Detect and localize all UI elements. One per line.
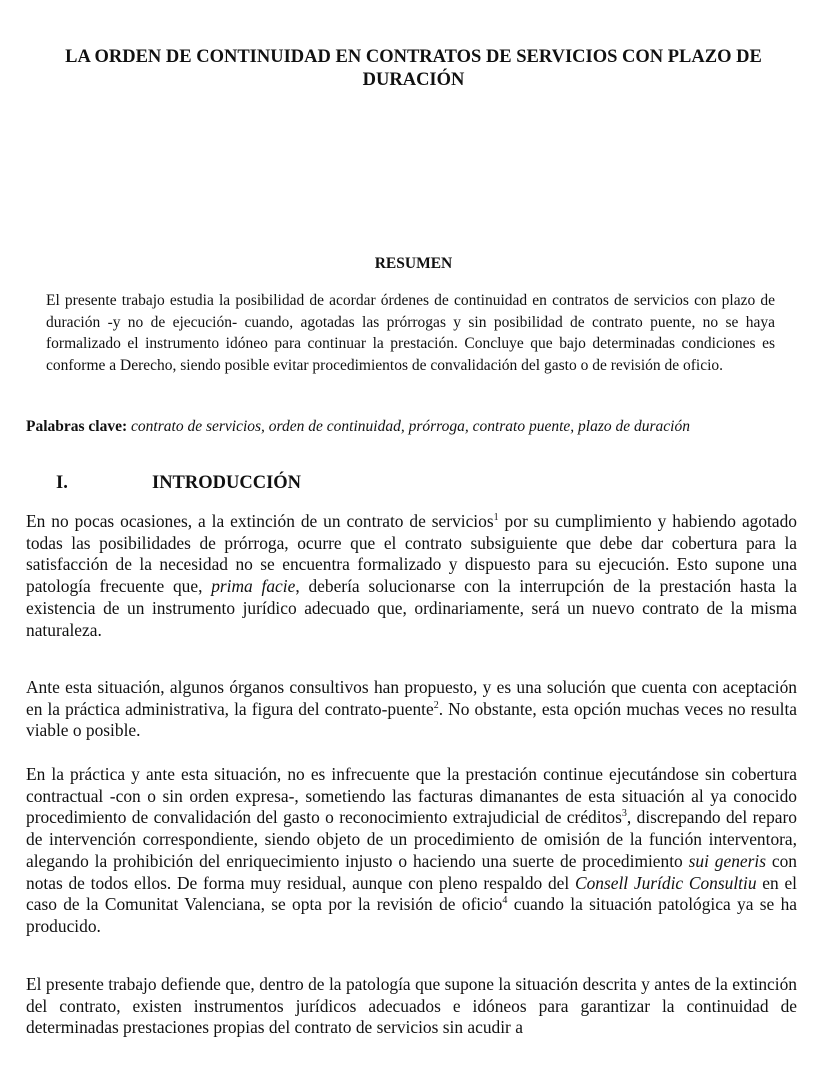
keywords-text: contrato de servicios, orden de continuidad, prórroga, contrato puente, plazo de duración [131, 418, 690, 435]
abstract-heading: RESUMEN [374, 255, 453, 272]
paragraph-text: Ante esta situación, algunos órganos consultivos han propuesto, y es una solución que cuenta con aceptación en la práctica administrativa, la figura del contrato-puente [26, 677, 797, 719]
italic-term: prima facie [211, 576, 296, 597]
paragraph-text: , debería solucionarse con la interrupción de la prestación hasta la existencia de un instrumento jurídico adecuado que, ordinariamente, será un nuevo contrato de la misma naturaleza. [26, 576, 797, 640]
paragraph-1 [26, 511, 797, 641]
keywords-line [26, 416, 801, 437]
italic-term: sui generis [688, 850, 766, 871]
paragraph-text: , discrepando del reparo de intervención correspondiente, siendo objeto de un procedimiento de omisión de la función interventora, alegando la prohibición del enriquecimiento injusto o haciendo una suerte de procedimiento [26, 807, 797, 871]
paragraph-text: con notas de todos ellos. De forma muy residual, aunque con pleno respaldo del [26, 850, 797, 893]
paragraph-text: cuando la situación patológica ya se ha producido. [26, 894, 797, 936]
paragraph-text: por su cumplimiento y habiendo agotado todas las posibilidades de prórroga, ocurre que el contrato subsiguiente que debe dar cobertura para la satisfacción de la necesidad no se encuentra formalizado y dispuesto para su ejecución. Esto supone una patología frecuente que, [26, 511, 797, 597]
paragraph-text: . No obstante, esta opción muchas veces no resulta viable o posible. [26, 698, 797, 741]
section-title: INTRODUCCIÓN [152, 473, 302, 493]
paragraph-text: En la práctica y ante esta situación, no es infrecuente que la prestación continue ejecutándose sin cobertura contractual -con o sin orden expresa-, sometiendo las facturas dimanantes de esta situación al ya conocido procedimiento de convalidación del gasto o reconocimiento extrajudicial de créditos [26, 764, 797, 828]
paragraph-3 [26, 764, 797, 938]
italic-term: Consell Jurídic Consultiu [574, 872, 757, 893]
footnote-ref-1[interactable]: 1 [493, 512, 499, 524]
keywords-label: Palabras clave: [26, 418, 128, 435]
footnote-ref-4[interactable]: 4 [502, 895, 508, 907]
document-title: LA ORDEN DE CONTINUIDAD EN CONTRATOS DE SERVICIOS CON PLAZO DE DURACIÓN [65, 47, 762, 90]
paragraph-text: En no pocas ocasiones, a la extinción de un contrato de servicios [26, 511, 494, 531]
paragraph-2 [26, 677, 797, 742]
paragraph-4: El presente trabajo defiende que, dentro de la patología que supone la situación descrita y antes de la extinción del contrato, existen instrumentos jurídicos adecuados e idóneos para garantizar la continuidad de determinadas prestaciones propias del contrato de servicios sin acudir a [26, 974, 797, 1038]
footnote-ref-3[interactable]: 3 [621, 808, 627, 820]
paragraph-text: en el caso de la Comunitat Valenciana, se opta por la revisión de oficio [26, 872, 797, 915]
abstract-text: El presente trabajo estudia la posibilidad de acordar órdenes de continuidad en contratos de servicios con plazo de duración -y no de ejecución- cuando, agotadas las prórrogas y sin posibilidad de contrato puente, no se haya formalizado el instrumento idóneo para continuar la prestación. Concluye que bajo determinadas condiciones es conforme a Derecho, siendo posible evitar procedimientos de convalidación del gasto o de revisión de oficio. [46, 292, 775, 374]
section-heading [26, 472, 301, 494]
footnote-ref-2[interactable]: 2 [433, 699, 439, 711]
section-number: I. [56, 473, 68, 493]
